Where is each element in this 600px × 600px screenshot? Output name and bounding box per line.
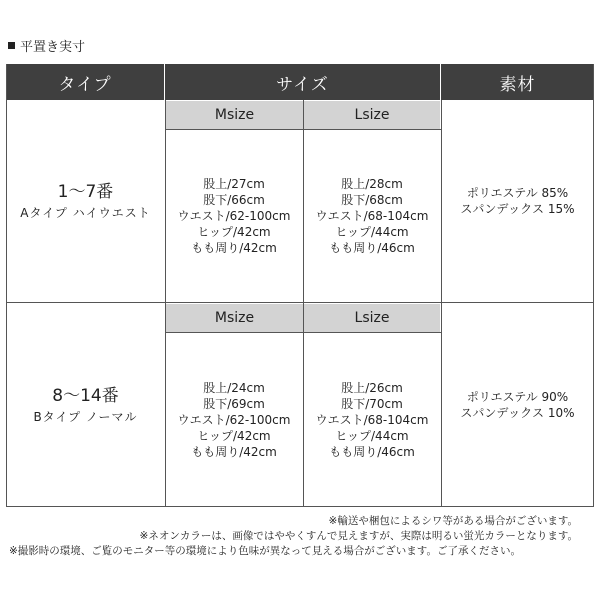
row-2-type-name: Bタイプ ノーマル (33, 410, 138, 424)
grid-divider (165, 100, 166, 507)
measurement: ウエスト/62-100cm (177, 209, 291, 223)
footnote: ※輸送や梱包によるシワ等がある場合がございます。 (328, 515, 578, 527)
measurement: 股下/69cm (203, 397, 265, 411)
size-table (6, 64, 594, 507)
material-line: ポリエステル 90% (466, 390, 569, 404)
measurement: ヒップ/44cm (335, 429, 409, 443)
measurement: ヒップ/42cm (197, 429, 271, 443)
row-1-lsize-label: Lsize (304, 101, 440, 129)
row-1-lsize-measurements (303, 130, 441, 302)
row-2-lsize-measurements (303, 333, 441, 507)
table-border-bottom (6, 506, 594, 507)
table-border-right (593, 64, 594, 507)
measurement: ヒップ/42cm (197, 225, 271, 239)
row-1-type-cell (6, 100, 165, 302)
section-title-text: 平置き実寸 (20, 40, 86, 55)
footnote: ※撮影時の環境、ご覧のモニター等の環境により色味が異なって見える場合がございます。ご了承ください。 (9, 545, 521, 557)
row-1-number: 1〜7番 (57, 182, 114, 202)
measurement: 股上/28cm (341, 177, 403, 191)
row-2-msize-label: Msize (166, 304, 303, 332)
material-line: スパンデックス 10% (460, 406, 575, 420)
material-line: スパンデックス 15% (460, 202, 575, 216)
measurement: もも周り/42cm (191, 241, 277, 255)
footnotes (0, 514, 600, 559)
table-border-left (6, 64, 7, 507)
measurement: ウエスト/62-100cm (177, 413, 291, 427)
material-line: ポリエステル 85% (466, 186, 569, 200)
measurement: ヒップ/44cm (335, 225, 409, 239)
grid-divider (441, 100, 442, 507)
section-title (8, 36, 85, 55)
row-2-lsize-label: Lsize (304, 304, 440, 332)
header-size: サイズ (165, 64, 440, 100)
measurement: 股下/66cm (203, 193, 265, 207)
measurement: ウエスト/68-104cm (315, 413, 429, 427)
measurement: ウエスト/68-104cm (315, 209, 429, 223)
grid-divider (303, 100, 304, 507)
row-2-material (441, 303, 594, 507)
footnote: ※ネオンカラーは、画像ではややくすんで見えますが、実際は明るい蛍光カラーとなります。 (139, 530, 578, 542)
row-1-material (441, 100, 594, 302)
row-1-msize-label: Msize (166, 101, 303, 129)
measurement: 股下/68cm (341, 193, 403, 207)
square-bullet-icon (8, 42, 15, 49)
grid-divider (165, 129, 442, 130)
row-1-msize-measurements (165, 130, 303, 302)
header-material: 素材 (441, 64, 594, 100)
row-2-msize-measurements (165, 333, 303, 507)
row-2-number: 8〜14番 (52, 386, 119, 406)
measurement: 股下/70cm (341, 397, 403, 411)
measurement: 股上/24cm (203, 381, 265, 395)
measurement: 股上/27cm (203, 177, 265, 191)
measurement: もも周り/46cm (329, 241, 415, 255)
measurement: 股上/26cm (341, 381, 403, 395)
row-1-type-name: Aタイプ ハイウエスト (20, 206, 151, 220)
grid-divider (165, 332, 442, 333)
row-2-type-cell (6, 303, 165, 507)
row-divider (6, 302, 594, 303)
measurement: もも周り/46cm (329, 445, 415, 459)
header-type: タイプ (6, 64, 164, 100)
measurement: もも周り/42cm (191, 445, 277, 459)
